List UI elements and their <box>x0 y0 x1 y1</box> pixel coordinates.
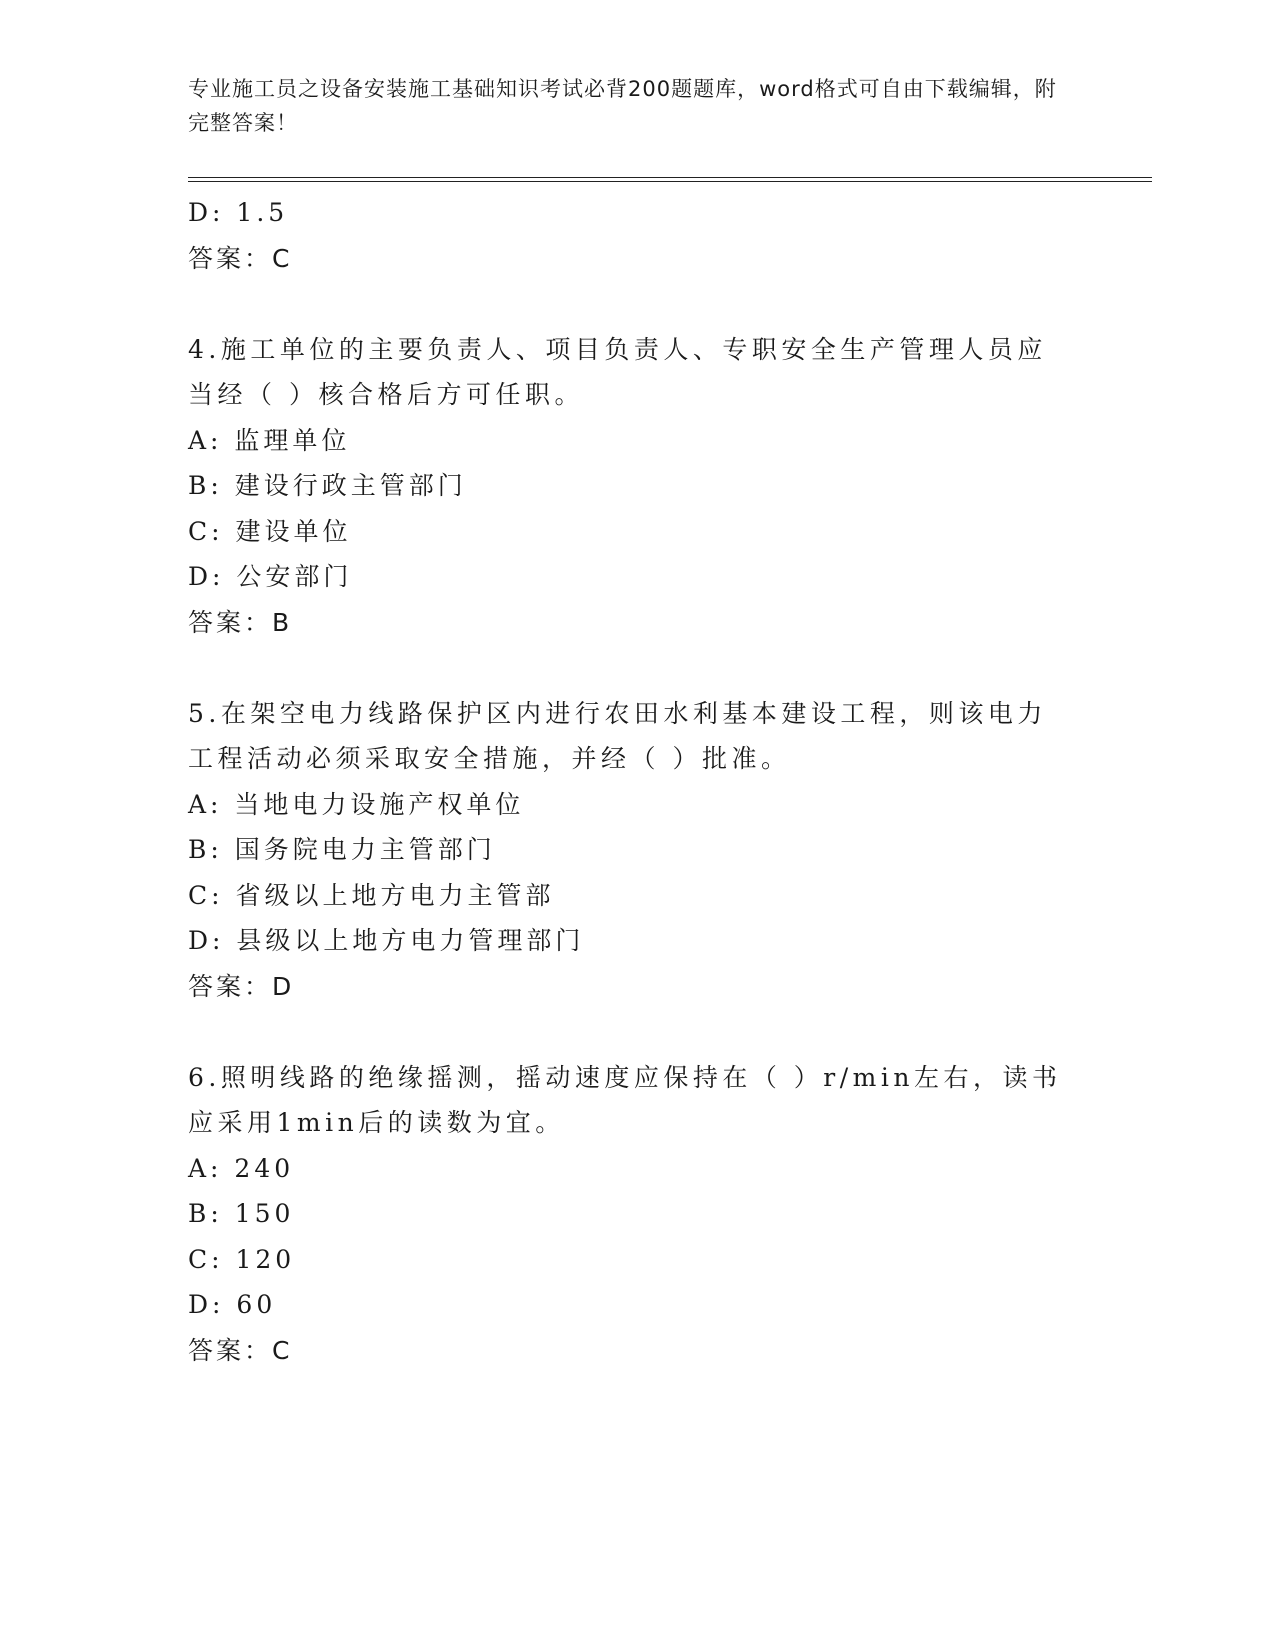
option-c: C: 120 <box>188 1244 296 1274</box>
page-header-title: 专业施工员之设备安装施工基础知识考试必背200题题库，word格式可自由下载编辑，附完整答案！ <box>188 77 1057 135</box>
option-a: A: 当地电力设施产权单位 <box>188 789 525 819</box>
option-b: B: 建设行政主管部门 <box>188 471 467 500</box>
question-list <box>188 190 1068 1373</box>
option-b: B: 150 <box>188 1199 295 1228</box>
answer: 答案：C <box>188 1335 293 1365</box>
question-block <box>188 327 1068 646</box>
answer-fragment: 答案：C <box>188 243 293 273</box>
spacer <box>188 281 1068 327</box>
option-a: A: 监理单位 <box>188 425 351 455</box>
option-a: A: 240 <box>188 1153 295 1183</box>
option-d-fragment: D: 1.5 <box>188 198 289 227</box>
header-divider <box>188 177 1152 182</box>
option-d: D: 60 <box>188 1290 277 1319</box>
option-d: D: 公安部门 <box>188 562 353 591</box>
answer: 答案：D <box>188 971 295 1001</box>
answer: 答案：B <box>188 607 293 637</box>
option-b: B: 国务院电力主管部门 <box>188 835 496 864</box>
option-c: C: 建设单位 <box>188 516 352 546</box>
question-stem: 5.在架空电力线路保护区内进行农田水利基本建设工程，则该电力工程活动必须采取安全措施，并经（ ）批准。 <box>188 698 1047 773</box>
option-d: D: 县级以上地方电力管理部门 <box>188 926 585 955</box>
spacer <box>188 645 1068 691</box>
spacer <box>188 1009 1068 1055</box>
question-stem: 4.施工单位的主要负责人、项目负责人、专职安全生产管理人员应当经（ ）核合格后方可任职。 <box>188 334 1047 409</box>
question-stem: 6.照明线路的绝缘摇测，摇动速度应保持在（ ）r/min左右，读书应采用1min后的读数为宜。 <box>188 1062 1062 1137</box>
question-block <box>188 1055 1068 1374</box>
question-block <box>188 691 1068 1010</box>
option-c: C: 省级以上地方电力主管部 <box>188 880 555 910</box>
